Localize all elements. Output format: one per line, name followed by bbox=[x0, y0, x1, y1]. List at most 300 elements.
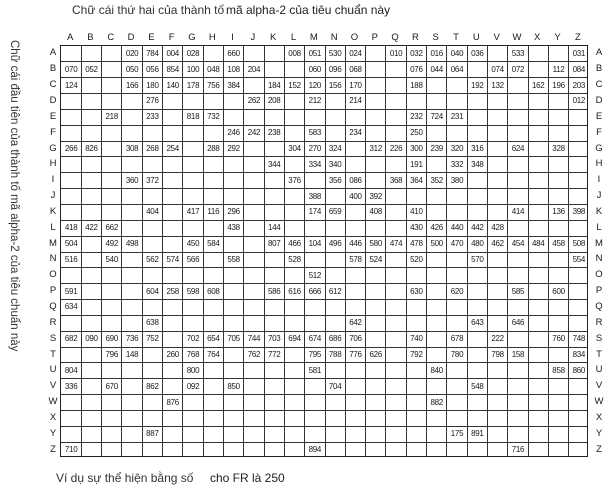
row-letter-right-d: D bbox=[595, 94, 603, 106]
code-cell-fm: 583 bbox=[308, 128, 322, 138]
code-cell-ag: 028 bbox=[186, 48, 200, 58]
code-cell-fj: 242 bbox=[247, 128, 261, 138]
row-letter-left-s: S bbox=[49, 332, 57, 344]
code-cell-mh: 584 bbox=[207, 239, 220, 249]
code-cell-by: 112 bbox=[552, 64, 565, 74]
code-cell-mx: 484 bbox=[531, 239, 545, 249]
code-cell-cu: 192 bbox=[471, 80, 484, 90]
code-cell-pt: 620 bbox=[450, 286, 464, 296]
row-letter-left-c: C bbox=[49, 79, 57, 91]
code-grid-inner bbox=[61, 46, 587, 456]
row-letter-right-b: B bbox=[595, 63, 603, 75]
row-letter-right-q: Q bbox=[595, 300, 603, 312]
code-cell-gy: 328 bbox=[552, 144, 565, 153]
code-cell-mw: 454 bbox=[511, 239, 525, 249]
code-cell-ce: 180 bbox=[146, 80, 159, 90]
code-cell-cl: 152 bbox=[288, 80, 301, 90]
row-letter-right-o: O bbox=[595, 269, 603, 281]
code-cell-ms: 500 bbox=[430, 239, 443, 249]
code-cell-sa: 682 bbox=[64, 334, 78, 344]
code-cell-tw: 158 bbox=[511, 350, 525, 359]
code-cell-co: 170 bbox=[349, 80, 362, 90]
column-letter-g: G bbox=[188, 32, 196, 43]
code-cell-gh: 288 bbox=[207, 144, 220, 153]
column-letter-w: W bbox=[512, 32, 522, 43]
column-letter-v: V bbox=[493, 32, 500, 43]
code-cell-tn: 788 bbox=[328, 350, 342, 359]
code-cell-pg: 598 bbox=[186, 286, 200, 296]
code-cell-er: 232 bbox=[410, 112, 423, 122]
code-grid bbox=[60, 45, 588, 457]
code-cell-ch: 756 bbox=[207, 80, 220, 90]
code-cell-bi: 108 bbox=[227, 64, 240, 74]
row-letter-left-x: X bbox=[49, 411, 57, 423]
row-letter-left-f: F bbox=[50, 126, 56, 138]
code-cell-kh: 116 bbox=[207, 207, 220, 217]
code-cell-pl: 616 bbox=[288, 286, 301, 296]
code-cell-be: 056 bbox=[146, 64, 159, 74]
code-cell-cd: 166 bbox=[125, 80, 139, 90]
code-cell-tt: 780 bbox=[450, 350, 464, 359]
column-letter-f: F bbox=[168, 32, 175, 43]
code-cell-tg: 768 bbox=[186, 350, 200, 359]
code-cell-cy: 196 bbox=[552, 80, 565, 90]
row-letter-right-g: G bbox=[595, 142, 603, 154]
code-cell-in: 356 bbox=[328, 175, 342, 185]
code-cell-tk: 772 bbox=[267, 350, 281, 359]
code-cell-ee: 233 bbox=[146, 112, 159, 122]
code-cell-ci: 384 bbox=[227, 80, 240, 90]
code-cell-mp: 580 bbox=[369, 239, 382, 249]
code-cell-gn: 324 bbox=[328, 144, 342, 153]
row-letter-left-d: D bbox=[49, 94, 57, 106]
row-letter-left-g: G bbox=[49, 142, 57, 154]
code-cell-so: 706 bbox=[349, 334, 362, 344]
code-cell-es: 724 bbox=[430, 112, 443, 122]
code-cell-de: 276 bbox=[146, 96, 159, 106]
code-cell-ni: 558 bbox=[227, 254, 240, 264]
code-cell-kn: 659 bbox=[328, 207, 342, 217]
row-letter-right-f: F bbox=[596, 126, 602, 138]
code-cell-aq: 010 bbox=[389, 48, 403, 58]
column-letter-b: B bbox=[87, 32, 94, 43]
code-cell-ma: 504 bbox=[64, 239, 78, 249]
column-letter-n: N bbox=[330, 32, 338, 43]
code-cell-nc: 540 bbox=[105, 254, 118, 264]
code-cell-cg: 178 bbox=[186, 80, 200, 90]
code-cell-om: 512 bbox=[308, 270, 322, 280]
code-cell-gt: 320 bbox=[450, 144, 464, 153]
code-cell-tf: 260 bbox=[166, 350, 179, 359]
code-cell-dz: 012 bbox=[572, 96, 586, 106]
code-cell-sy: 760 bbox=[552, 334, 565, 344]
code-cell-lt: 440 bbox=[450, 223, 464, 233]
code-cell-gu: 316 bbox=[471, 144, 484, 153]
code-cell-bw: 072 bbox=[511, 64, 525, 74]
code-cell-bo: 068 bbox=[349, 64, 362, 74]
row-letter-right-t: T bbox=[596, 348, 602, 360]
top-caption-right: mã alpha-2 của tiêu chuẩn này bbox=[226, 3, 391, 17]
code-cell-ht: 332 bbox=[450, 159, 464, 169]
code-cell-gd: 308 bbox=[125, 144, 139, 153]
code-cell-az: 031 bbox=[572, 48, 586, 58]
row-letter-right-e: E bbox=[595, 110, 603, 122]
code-cell-gq: 226 bbox=[389, 144, 403, 153]
code-cell-bv: 074 bbox=[491, 64, 504, 74]
code-cell-ir: 364 bbox=[410, 175, 423, 185]
row-letter-left-e: E bbox=[49, 110, 57, 122]
code-cell-mv: 462 bbox=[491, 239, 504, 249]
code-cell-za: 710 bbox=[64, 445, 78, 455]
row-letter-right-m: M bbox=[595, 237, 603, 249]
code-cell-nl: 528 bbox=[288, 254, 301, 264]
code-cell-mm: 104 bbox=[308, 239, 322, 249]
code-cell-wf: 876 bbox=[166, 397, 179, 407]
code-cell-yu: 891 bbox=[471, 429, 484, 439]
code-cell-br: 076 bbox=[410, 64, 423, 74]
row-letter-left-t: T bbox=[50, 348, 56, 360]
code-cell-bm: 060 bbox=[308, 64, 322, 74]
bottom-caption bbox=[0, 471, 611, 487]
column-letter-o: O bbox=[350, 32, 359, 43]
code-cell-sz: 748 bbox=[572, 334, 586, 344]
code-cell-mq: 474 bbox=[389, 239, 403, 249]
code-cell-bz: 084 bbox=[572, 64, 586, 74]
column-letter-q: Q bbox=[391, 32, 399, 43]
code-cell-cn: 156 bbox=[328, 80, 342, 90]
code-cell-kw: 414 bbox=[511, 207, 525, 217]
code-cell-nz: 554 bbox=[572, 254, 586, 264]
code-cell-ec: 218 bbox=[105, 112, 118, 122]
column-letter-i: I bbox=[231, 32, 234, 43]
row-letter-right-r: R bbox=[595, 316, 603, 328]
column-letter-m: M bbox=[309, 32, 318, 43]
code-cell-sr: 740 bbox=[410, 334, 423, 344]
code-cell-rw: 646 bbox=[511, 318, 525, 328]
code-cell-uy: 858 bbox=[552, 365, 565, 375]
code-cell-ga: 266 bbox=[64, 144, 78, 153]
code-cell-ca: 124 bbox=[64, 80, 78, 90]
code-cell-mn: 496 bbox=[328, 239, 342, 249]
row-letter-left-w: W bbox=[48, 396, 58, 408]
column-letter-h: H bbox=[208, 32, 216, 43]
code-cell-sh: 654 bbox=[207, 334, 220, 344]
column-letter-k: K bbox=[270, 32, 277, 43]
code-cell-gp: 312 bbox=[369, 144, 382, 153]
code-cell-lv: 428 bbox=[491, 223, 504, 233]
code-cell-to: 776 bbox=[349, 350, 362, 359]
code-cell-gw: 624 bbox=[511, 144, 525, 153]
code-cell-tm: 795 bbox=[308, 350, 322, 359]
row-letter-right-v: V bbox=[595, 380, 603, 392]
column-letter-c: C bbox=[107, 32, 115, 43]
column-letter-d: D bbox=[127, 32, 135, 43]
code-cell-ye: 887 bbox=[146, 429, 159, 439]
code-cell-am: 051 bbox=[308, 48, 322, 58]
column-letter-p: P bbox=[371, 32, 378, 43]
code-cell-se: 752 bbox=[146, 334, 159, 344]
code-cell-qa: 634 bbox=[64, 302, 78, 312]
code-cell-um: 581 bbox=[308, 365, 322, 375]
column-letter-a: A bbox=[66, 32, 74, 43]
code-cell-hn: 340 bbox=[328, 159, 342, 169]
column-letter-r: R bbox=[411, 32, 419, 43]
code-cell-km: 174 bbox=[308, 207, 322, 217]
code-cell-sj: 744 bbox=[247, 334, 261, 344]
grid-hline bbox=[61, 394, 587, 395]
code-cell-bd: 050 bbox=[125, 64, 139, 74]
code-cell-at: 040 bbox=[450, 48, 464, 58]
code-cell-lk: 144 bbox=[267, 223, 281, 233]
grid-hline bbox=[61, 442, 587, 443]
code-cell-ky: 136 bbox=[552, 207, 565, 217]
code-cell-ar: 032 bbox=[410, 48, 423, 58]
code-cell-pm: 666 bbox=[308, 286, 322, 296]
row-letter-right-j: J bbox=[596, 190, 602, 202]
row-letter-left-j: J bbox=[50, 190, 56, 202]
row-letters-left bbox=[46, 45, 60, 457]
row-letter-left-l: L bbox=[50, 221, 56, 233]
code-cell-et: 231 bbox=[450, 112, 464, 122]
code-cell-ls: 426 bbox=[430, 223, 443, 233]
code-cell-ml: 466 bbox=[288, 239, 301, 249]
row-letter-left-o: O bbox=[49, 269, 57, 281]
code-cell-ne: 562 bbox=[146, 254, 159, 264]
code-cell-mk: 807 bbox=[267, 239, 281, 249]
top-caption bbox=[0, 3, 611, 19]
code-cell-vi: 850 bbox=[227, 381, 240, 391]
row-letter-left-m: M bbox=[49, 237, 57, 249]
code-cell-dm: 212 bbox=[308, 96, 322, 106]
code-cell-ru: 643 bbox=[471, 318, 484, 328]
column-letter-e: E bbox=[148, 32, 155, 43]
code-cell-eg: 818 bbox=[186, 112, 200, 122]
code-cell-lb: 422 bbox=[85, 223, 98, 233]
code-cell-re: 638 bbox=[146, 318, 159, 328]
code-cell-pn: 612 bbox=[328, 286, 342, 296]
code-cell-tj: 762 bbox=[247, 350, 261, 359]
code-cell-gb: 826 bbox=[85, 144, 98, 153]
row-letter-right-y: Y bbox=[595, 427, 603, 439]
code-cell-th: 764 bbox=[207, 350, 220, 359]
code-cell-cz: 203 bbox=[572, 80, 586, 90]
column-letter-s: S bbox=[432, 32, 439, 43]
code-cell-jp: 392 bbox=[369, 191, 382, 201]
code-cell-ck: 184 bbox=[267, 80, 281, 90]
row-letter-right-h: H bbox=[595, 158, 603, 170]
code-cell-dk: 208 bbox=[267, 96, 281, 106]
code-cell-al: 008 bbox=[288, 48, 301, 58]
code-cell-na: 516 bbox=[64, 254, 78, 264]
code-cell-bn: 096 bbox=[328, 64, 342, 74]
code-cell-ki: 296 bbox=[227, 207, 240, 217]
code-cell-pa: 591 bbox=[64, 286, 78, 296]
column-letter-z: Z bbox=[574, 32, 581, 43]
row-letter-left-a: A bbox=[49, 47, 57, 59]
bottom-caption-left: Ví dụ sự thể hiện bằng số bbox=[56, 471, 194, 485]
column-letter-l: L bbox=[290, 32, 297, 43]
row-letter-left-z: Z bbox=[50, 443, 56, 455]
code-cell-il: 376 bbox=[288, 175, 301, 185]
code-cell-id: 360 bbox=[125, 175, 139, 185]
code-cell-zw: 716 bbox=[511, 445, 525, 455]
code-cell-us: 840 bbox=[430, 365, 443, 375]
code-cell-eh: 732 bbox=[207, 112, 220, 122]
row-letter-right-w: W bbox=[594, 396, 604, 408]
code-cell-gl: 304 bbox=[288, 144, 301, 153]
column-letter-x: X bbox=[534, 32, 541, 43]
code-cell-sg: 702 bbox=[186, 334, 200, 344]
row-letter-right-k: K bbox=[595, 205, 603, 217]
code-cell-lc: 662 bbox=[105, 223, 118, 233]
bottom-caption-right: cho FR là 250 bbox=[210, 471, 285, 485]
row-letter-left-y: Y bbox=[49, 427, 57, 439]
row-letter-right-l: L bbox=[596, 221, 602, 233]
code-cell-hm: 334 bbox=[308, 159, 322, 169]
row-letter-right-c: C bbox=[595, 79, 603, 91]
code-cell-no: 578 bbox=[349, 254, 362, 264]
code-cell-uz: 860 bbox=[572, 365, 586, 375]
code-cell-mg: 450 bbox=[186, 239, 200, 249]
code-cell-ad: 020 bbox=[125, 48, 139, 58]
row-letter-left-p: P bbox=[49, 285, 57, 297]
code-cell-hr: 191 bbox=[410, 159, 423, 169]
code-cell-ai: 660 bbox=[227, 48, 240, 58]
code-cell-au: 036 bbox=[471, 48, 484, 58]
code-cell-af: 004 bbox=[166, 48, 179, 58]
code-cell-tv: 798 bbox=[491, 350, 504, 359]
row-letter-left-r: R bbox=[49, 316, 57, 328]
code-cell-bb: 052 bbox=[85, 64, 98, 74]
code-cell-sd: 736 bbox=[125, 334, 139, 344]
grid-vline bbox=[568, 46, 569, 456]
code-cell-is: 352 bbox=[430, 175, 443, 185]
code-cell-nr: 520 bbox=[410, 254, 423, 264]
code-cell-pw: 585 bbox=[511, 286, 525, 296]
code-cell-ws: 882 bbox=[430, 397, 443, 407]
code-cell-dj: 262 bbox=[247, 96, 261, 106]
code-cell-pk: 586 bbox=[267, 286, 281, 296]
code-cell-cf: 140 bbox=[166, 80, 179, 90]
code-cell-ug: 800 bbox=[186, 365, 200, 375]
code-cell-sk: 703 bbox=[267, 334, 281, 344]
code-cell-fo: 234 bbox=[349, 128, 362, 138]
code-cell-pe: 604 bbox=[146, 286, 159, 296]
code-cell-bh: 048 bbox=[207, 64, 220, 74]
code-cell-io: 086 bbox=[349, 175, 362, 185]
code-cell-mo: 446 bbox=[349, 239, 362, 249]
code-cell-gm: 270 bbox=[308, 144, 322, 153]
code-cell-hu: 348 bbox=[471, 159, 484, 169]
code-cell-zm: 894 bbox=[308, 445, 322, 455]
code-cell-kg: 417 bbox=[186, 207, 200, 217]
code-cell-vn: 704 bbox=[328, 381, 342, 391]
column-letter-j: J bbox=[250, 32, 256, 43]
row-letters-right bbox=[592, 45, 606, 457]
code-cell-nu: 570 bbox=[471, 254, 484, 264]
code-cell-mc: 492 bbox=[105, 239, 118, 249]
code-cell-bg: 100 bbox=[186, 64, 200, 74]
side-caption-text: Chữ cái đầu tiên của thành tố mã alpha-2 của tiêu chuẩn này bbox=[8, 40, 20, 352]
code-cell-pf: 258 bbox=[166, 286, 179, 296]
code-cell-vc: 670 bbox=[105, 381, 118, 391]
code-cell-sm: 674 bbox=[308, 334, 322, 344]
code-cell-yt: 175 bbox=[450, 429, 464, 439]
code-cell-fk: 238 bbox=[267, 128, 281, 138]
code-cell-ke: 404 bbox=[146, 207, 159, 217]
code-cell-gf: 254 bbox=[166, 144, 179, 153]
column-letter-t: T bbox=[453, 32, 459, 43]
code-cell-jm: 388 bbox=[308, 191, 322, 201]
code-cell-td: 148 bbox=[125, 350, 139, 359]
code-cell-fi: 246 bbox=[227, 128, 240, 138]
column-letter-u: U bbox=[472, 32, 480, 43]
code-cell-an: 530 bbox=[328, 48, 342, 58]
code-cell-gr: 300 bbox=[410, 144, 423, 153]
code-cell-py: 600 bbox=[552, 286, 565, 296]
code-cell-bj: 204 bbox=[247, 64, 261, 74]
row-letter-left-v: V bbox=[49, 380, 57, 392]
row-letter-right-a: A bbox=[595, 47, 603, 59]
code-cell-it: 380 bbox=[450, 175, 464, 185]
code-cell-st: 678 bbox=[450, 334, 464, 344]
row-letter-right-s: S bbox=[595, 332, 603, 344]
code-cell-my: 458 bbox=[552, 239, 565, 249]
code-cell-ao: 024 bbox=[349, 48, 362, 58]
code-cell-cm: 120 bbox=[308, 80, 322, 90]
code-cell-va: 336 bbox=[64, 381, 78, 391]
code-cell-cx: 162 bbox=[531, 80, 545, 90]
row-letter-left-u: U bbox=[49, 364, 57, 376]
code-cell-do: 214 bbox=[349, 96, 362, 106]
row-letter-right-u: U bbox=[595, 364, 603, 376]
grid-hline bbox=[61, 410, 587, 411]
code-cell-ua: 804 bbox=[64, 365, 78, 375]
code-cell-mr: 478 bbox=[410, 239, 423, 249]
code-cell-hk: 344 bbox=[267, 159, 281, 169]
row-letter-left-q: Q bbox=[49, 300, 57, 312]
code-cell-gs: 239 bbox=[430, 144, 443, 153]
code-cell-vg: 092 bbox=[186, 381, 200, 391]
code-cell-as: 016 bbox=[430, 48, 443, 58]
column-letters bbox=[60, 32, 588, 44]
code-cell-lu: 442 bbox=[471, 223, 484, 233]
row-letter-left-i: I bbox=[51, 174, 55, 186]
side-caption bbox=[6, 40, 20, 370]
code-cell-sc: 690 bbox=[105, 334, 118, 344]
code-cell-iq: 368 bbox=[389, 175, 403, 185]
code-cell-nf: 574 bbox=[166, 254, 179, 264]
code-cell-bs: 044 bbox=[430, 64, 443, 74]
grid-vline bbox=[528, 46, 529, 456]
code-cell-ge: 268 bbox=[146, 144, 159, 153]
code-cell-mt: 470 bbox=[450, 239, 464, 249]
top-caption-left: Chữ cái thứ hai của thành tố bbox=[72, 3, 225, 17]
code-cell-tz: 834 bbox=[572, 350, 586, 359]
code-cell-md: 498 bbox=[125, 239, 139, 249]
row-letter-right-x: X bbox=[595, 411, 603, 423]
code-cell-np: 524 bbox=[369, 254, 382, 264]
row-letter-right-i: I bbox=[597, 174, 601, 186]
code-cell-ve: 862 bbox=[146, 381, 159, 391]
code-cell-ng: 566 bbox=[186, 254, 200, 264]
code-cell-li: 438 bbox=[227, 223, 240, 233]
code-cell-vu: 548 bbox=[471, 381, 484, 391]
code-cell-lr: 430 bbox=[410, 223, 423, 233]
code-cell-tr: 792 bbox=[410, 350, 423, 359]
grid-hline bbox=[61, 426, 587, 427]
code-cell-cv: 132 bbox=[491, 80, 504, 90]
